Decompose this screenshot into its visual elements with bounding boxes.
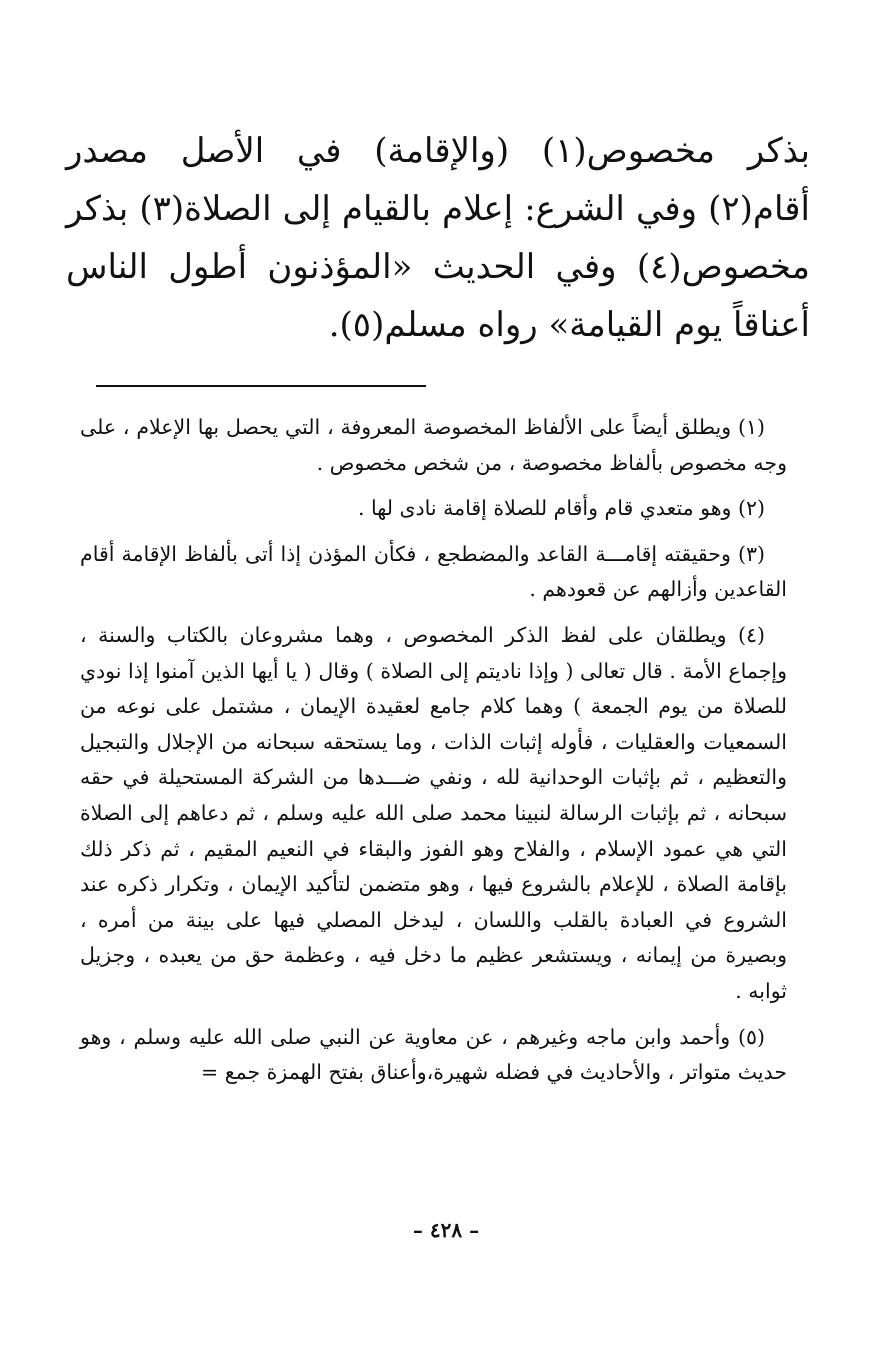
footnote-5 — [80, 1020, 787, 1091]
main-paragraph: بذكر مخصوص(١) (والإقامة) في الأصل مصدر أقام(٢) وفي الشرع: إعلام بالقيام إلى الصلاة(٣) بذكر مخصوص(٤) وفي الحديث «المؤذنون أطول الناس أعناقاً يوم القيامة» رواه مسلم(٥). — [66, 131, 810, 345]
footnote-separator — [96, 385, 426, 387]
footnote-number: (٥) — [737, 1024, 765, 1049]
footnote-text: وأحمد وابن ماجه وغيرهم ، عن معاوية عن النبي صلى الله عليه وسلم ، وهو حديث متواتر ، والأحاديث في فضله شهيرة،وأعناق بفتح الهمزة جمع = — [80, 1024, 787, 1085]
footnote-text: وهو متعدي قام وأقام للصلاة إقامة نادى لها . — [358, 496, 732, 521]
footnote-text: ويطلقان على لفظ الذكر المخصوص ، وهما مشروعان بالكتاب والسنة ، وإجماع الأمة . قال تعالى ( وإذا ناديتم إلى الصلاة ) وقال ( يا أيها الذين آمنوا إذا نودي للصلاة من يوم الجمعة ) وهما كلام جامع لعقيدة الإيمان ، مشتمل على نوعه من السمعيات والعقليات ، فأوله إثبات الذات ، وما يستحقه سبحانه من الإجلال والتبجيل والتعظيم ، ثم بإثبات الوحدانية لله ، ونفي ضـــدها من الشركة المستحيلة في حقه سبحانه ، ثم بإثبات الرسالة لنبينا محمد صلى الله عليه وسلم ، ثم دعاهم إلى الصلاة التي هي عمود الإسلام ، والفلاح وهو الفوز والبقاء في النعيم المقيم ، ثم ذكر ذلك بإقامة الصلاة ، للإعلام بالشروع فيها ، وهو متضمن لتأكيد الإيمان ، وتكرار ذكره عند الشروع في العبادة بالقلب واللسان ، ليدخل المصلي فيها على بينة من أمره ، وبصيرة من إيمانه ، ويستشعر عظيم ما دخل فيه ، وعظمة حق من يعبده ، وجزيل ثوابه . — [80, 622, 787, 1003]
footnote-number: (٤) — [737, 622, 765, 647]
footnote-3 — [80, 537, 787, 608]
footnote-number: (١) — [737, 415, 765, 439]
footnote-2 — [80, 491, 787, 527]
footnote-4 — [80, 618, 787, 1010]
footnotes-section — [80, 410, 787, 1091]
page-number: – ٤٢٨ – — [412, 1218, 480, 1242]
main-text-block — [66, 122, 810, 354]
footnote-text: وحقيقته إقامـــة القاعد والمضطجع ، فكأن المؤذن إذا أتى بألفاظ الإقامة أقام القاعدين وأزالهم عن قعودهم . — [80, 541, 787, 602]
footnote-number: (٢) — [737, 496, 765, 521]
footnote-1 — [80, 410, 787, 481]
footnote-number: (٣) — [737, 541, 765, 566]
footnote-text: ويطلق أيضاً على الألفاظ المخصوصة المعروفة ، التي يحصل بها الإعلام ، على وجه مخصوص بألفاظ مخصوصة ، من شخص مخصوص . — [80, 415, 787, 475]
